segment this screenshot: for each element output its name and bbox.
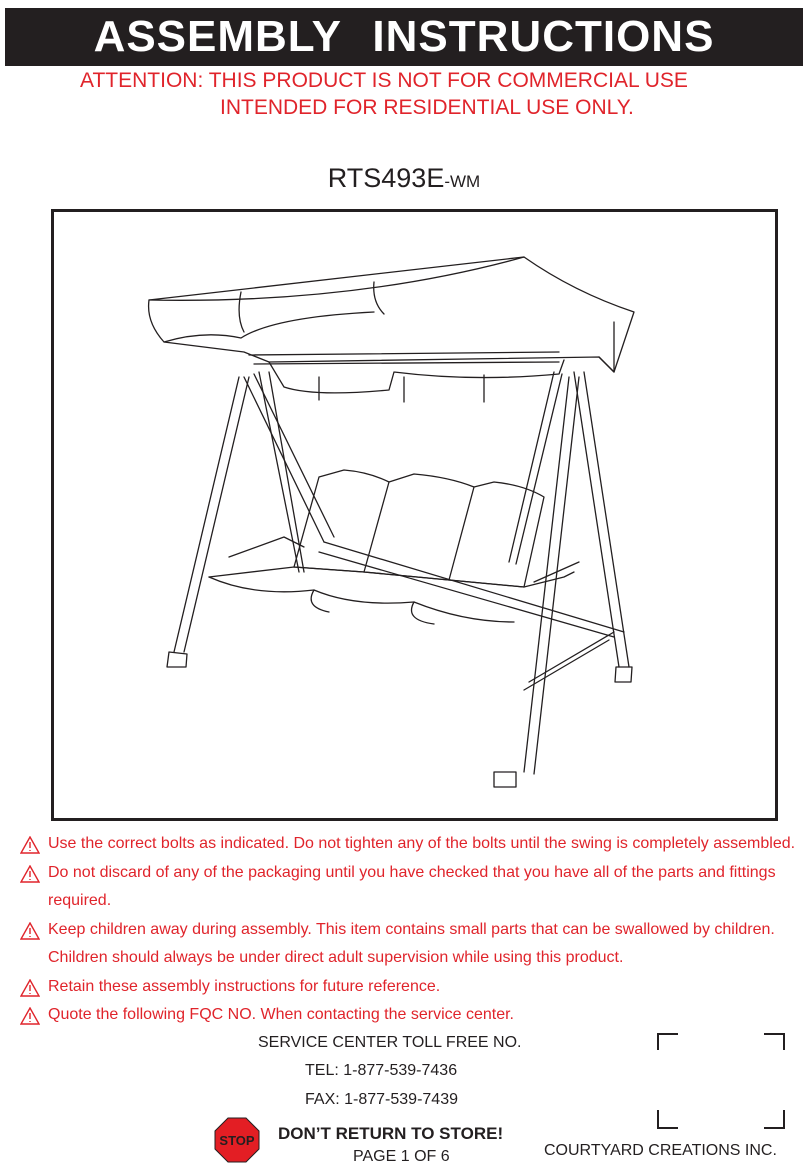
warning-icon bbox=[20, 865, 40, 883]
service-tel: TEL: 1-877-539-7436 bbox=[305, 1062, 458, 1079]
seat bbox=[209, 567, 574, 587]
service-center-heading: SERVICE CENTER TOLL FREE NO. bbox=[258, 1034, 522, 1051]
warning-icon bbox=[20, 1007, 40, 1025]
warning-text: Quote the following FQC NO. When contacting the service center. bbox=[48, 1006, 514, 1023]
warnings-list bbox=[20, 830, 800, 1030]
warning-item bbox=[20, 916, 800, 973]
warning-text: Keep children away during assembly. This item contains small parts that can be swallowed by children. Children should always be under direct adult supervision while using this product. bbox=[48, 920, 775, 966]
stop-sign-icon bbox=[214, 1117, 260, 1163]
warning-text: Do not discard of any of the packaging until you have checked that you have all of the parts and fittings required. bbox=[48, 863, 776, 909]
page-number: PAGE 1 OF 6 bbox=[353, 1148, 450, 1165]
warning-item bbox=[20, 830, 800, 859]
left-frame bbox=[174, 377, 249, 652]
stop-label: STOP bbox=[219, 1133, 255, 1148]
dont-return-notice: DON’T RETURN TO STORE! bbox=[278, 1124, 504, 1143]
warning-text: Use the correct bolts as indicated. Do not tighten any of the bolts until the swing is completely assembled. bbox=[48, 835, 796, 852]
model-suffix: -WM bbox=[444, 172, 481, 191]
attention-line-1: ATTENTION: THIS PRODUCT IS NOT FOR COMMERCIAL USE bbox=[80, 69, 688, 92]
right-frame bbox=[574, 372, 629, 667]
warning-icon bbox=[20, 922, 40, 940]
fqc-number-box bbox=[656, 1032, 786, 1130]
warning-item bbox=[20, 973, 800, 1002]
warning-icon bbox=[20, 979, 40, 997]
canopy-valance bbox=[269, 360, 564, 393]
page-title: ASSEMBLY INSTRUCTIONS bbox=[5, 8, 803, 66]
model-number bbox=[0, 163, 808, 194]
warning-item bbox=[20, 859, 800, 916]
warning-item bbox=[20, 1001, 800, 1030]
canopy bbox=[149, 257, 634, 372]
model-code: RTS493E bbox=[327, 163, 445, 193]
service-fax: FAX: 1-877-539-7439 bbox=[305, 1091, 458, 1108]
warning-icon bbox=[20, 836, 40, 854]
company-name: COURTYARD CREATIONS INC. bbox=[544, 1142, 777, 1159]
swing-drawing bbox=[54, 212, 775, 818]
product-illustration bbox=[51, 209, 778, 821]
warning-text: Retain these assembly instructions for future reference. bbox=[48, 977, 441, 995]
attention-line-2: INTENDED FOR RESIDENTIAL USE ONLY. bbox=[220, 96, 634, 119]
